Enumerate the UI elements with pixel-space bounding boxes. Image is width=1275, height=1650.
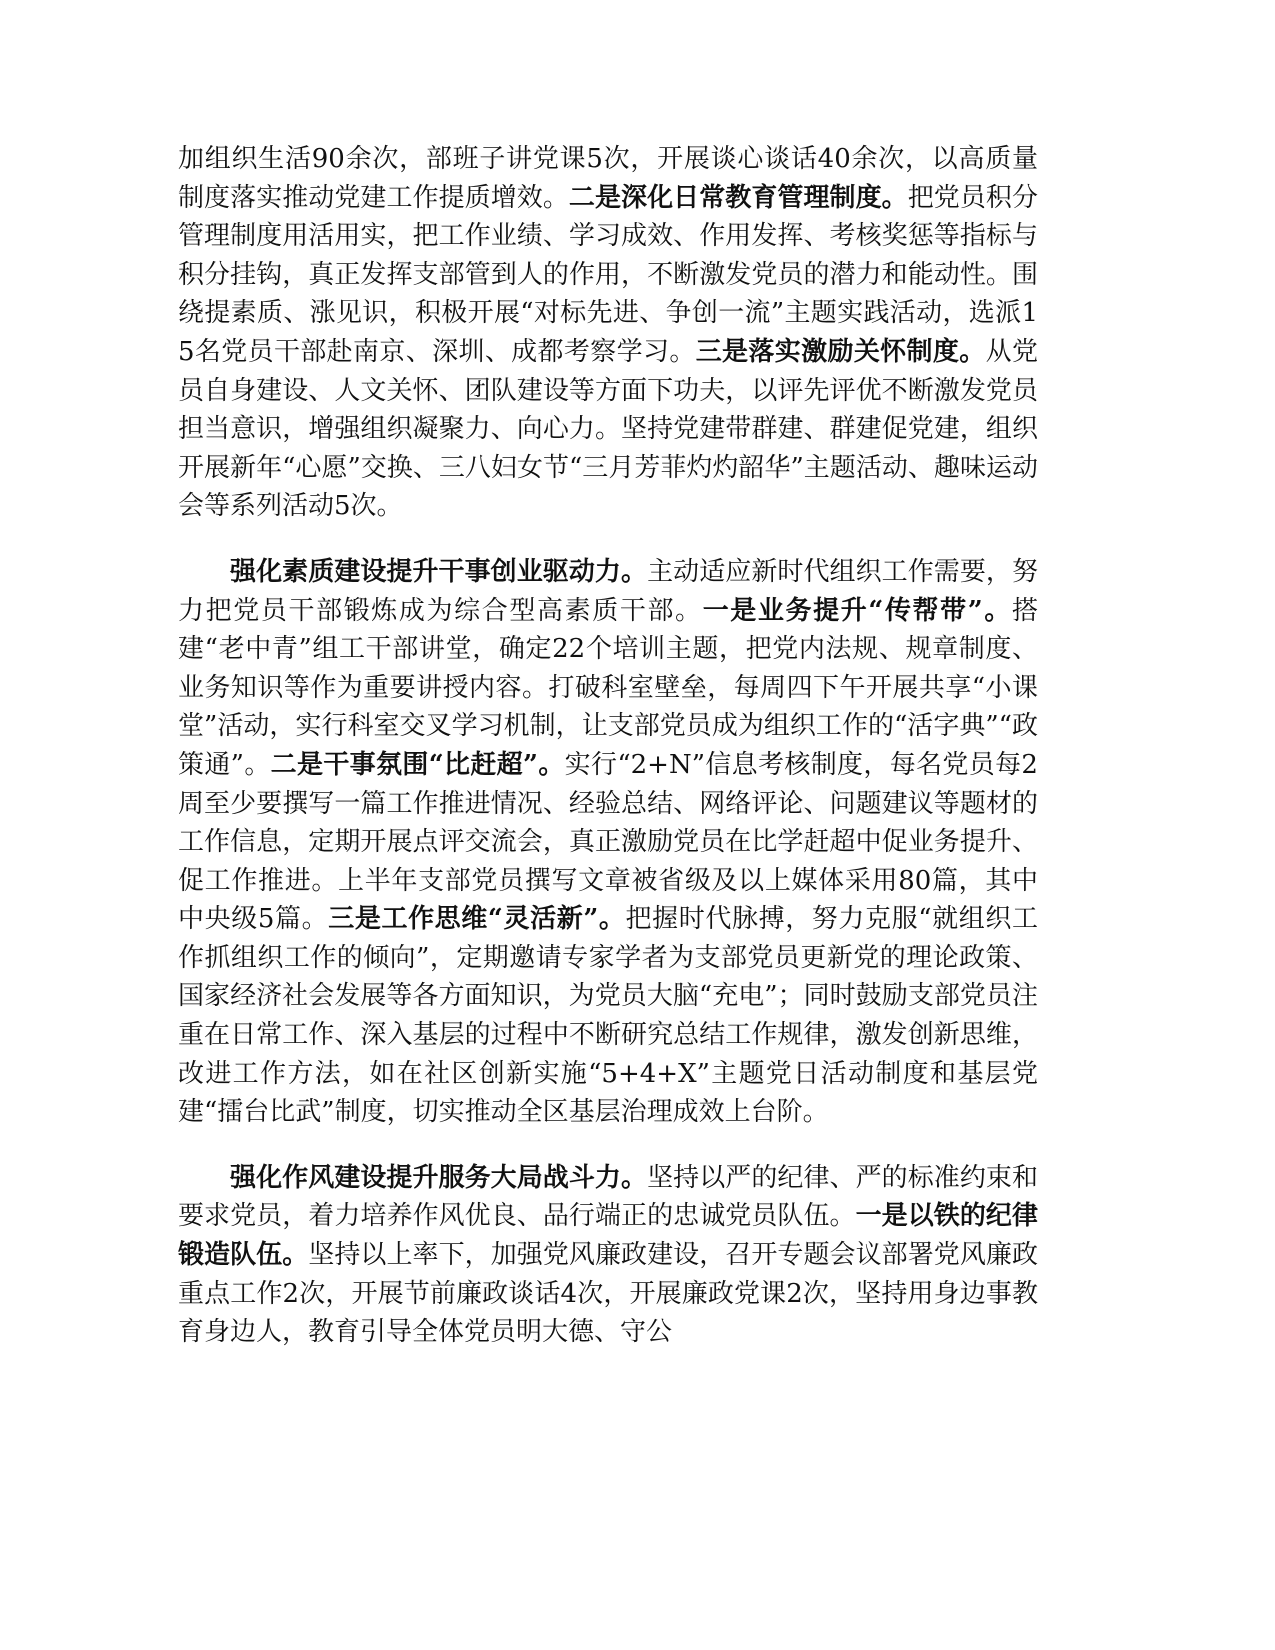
section-heading: 强化作风建设提升服务大局战斗力。 xyxy=(230,1162,648,1193)
paragraph-text: 实行“2+N”信息考核制度，每名党员每2周至少要撰写一篇工作推进情况、经验总结、网络评论、问题建议等题材的工作信息，定期开展点评交流会，真正激励党员在比学赶超中促业务提升、促工作推进。上半年支部党员撰写文章被省级及以上媒体采用80篇，其中中央级5篇。 xyxy=(178,749,1038,935)
section-heading: 强化素质建设提升干事创业驱动力。 xyxy=(230,556,648,587)
bold-heading: 二是深化日常教育管理制度。 xyxy=(568,182,908,213)
paragraph-text: 坚持以上率下，加强党风廉政建设，召开专题会议部署党风廉政重点工作2次，开展节前廉政谈话4次，开展廉政党课2次，坚持用身边事教育身边人，教育引导全体党员明大德、守公 xyxy=(178,1240,1038,1348)
paragraph-text: 坚持以严的纪律、严的标准约束和要求党员，着力培养作风优良、品行端正的忠诚党员队伍。 xyxy=(178,1162,1038,1232)
bold-heading: 二是干事氛围“比赶超”。 xyxy=(270,749,565,780)
bold-heading: 三是落实激励关怀制度。 xyxy=(695,336,986,367)
bold-heading: 三是工作思维“灵活新”。 xyxy=(328,904,626,935)
paragraph-text: 从党员自身建设、人文关怀、团队建设等方面下功夫，以评先评优不断激发党员担当意识，增强组织凝聚力、向心力。坚持党建带群建、群建促党建，组织开展新年“心愿”交换、三八妇女节“三月芳菲灼灼韶华”主题活动、趣味运动会等系列活动5次。 xyxy=(178,336,1038,522)
bold-heading: 一是以铁的纪律锻造队伍。 xyxy=(178,1201,1038,1271)
document-body xyxy=(178,140,1038,1352)
paragraph-text: 加组织生活90余次，部班子讲党课5次，开展谈心谈话40余次，以高质量制度落实推动党建工作提质增效。 xyxy=(178,144,1038,213)
paragraph-text: 搭建“老中青”组工干部讲堂，确定22个培训主题，把党内法规、规章制度、业务知识等作为重要讲授内容。打破科室壁垒，每周四下午开展共享“小课堂”活动，实行科室交叉学习机制，让支部党员成为组织工作的“活字典”“政策通”。 xyxy=(178,595,1038,780)
paragraph-text: 把党员积分管理制度用活用实，把工作业绩、学习成效、作用发挥、考核奖惩等指标与积分挂钩，真正发挥支部管到人的作用，不断激发党员的潜力和能动性。围绕提素质、涨见识，积极开展“对标先进、争创一流”主题实践活动，选派15名党员干部赴南京、深圳、成都考察学习。 xyxy=(178,182,1038,367)
bold-heading: 一是业务提升“传帮带”。 xyxy=(702,595,1012,626)
paragraph-3 xyxy=(178,1159,1038,1352)
paragraph-text: 把握时代脉搏，努力克服“就组织工作抓组织工作的倾向”，定期邀请专家学者为支部党员更新党的理论政策、国家经济社会发展等各方面知识，为党员大脑“充电”；同时鼓励支部党员注重在日常工作、深入基层的过程中不断研究总结工作规律，激发创新思维，改进工作方法，如在社区创新实施“5+4+X”主题党日活动制度和基层党建“擂台比武”制度，切实推动全区基层治理成效上台阶。 xyxy=(178,904,1039,1128)
paragraph-2 xyxy=(178,553,1038,1132)
paragraph-text: 主动适应新时代组织工作需要，努力把党员干部锻炼成为综合型高素质干部。 xyxy=(178,556,1038,626)
paragraph-1 xyxy=(178,140,1038,526)
